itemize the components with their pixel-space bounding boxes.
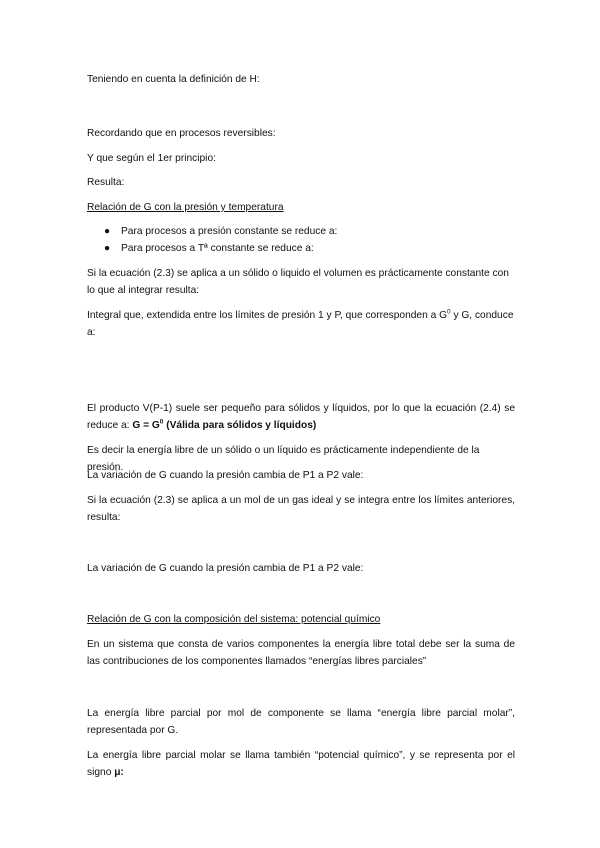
paragraph-independent: Es decir la energía libre de un sólido o un líquido es prácticamente independiente de la presión. [87,445,480,473]
paragraph-reversible: Recordando que en procesos reversibles: [87,128,276,139]
paragraph-partial-molar: La energía libre parcial por mol de componente se llama “energía libre parcial molar”, representada por G. [87,708,515,736]
bullet-icon: ● [104,226,111,237]
text-run: La energía libre parcial molar se llama también “potencial químico”, y se representa por el signo [87,750,515,778]
mu-symbol: μ: [114,767,124,778]
paragraph-product-vp [87,400,515,434]
paragraph-variation-1: La variación de G cuando la presión cambia de P1 a P2 vale: [87,470,364,481]
equation-text: G = G [132,420,160,431]
bullet-list [87,224,515,257]
paragraph-h-definition: Teniendo en cuenta la definición de H: [87,74,260,85]
text-run: y G, conduce a: [87,310,514,338]
paragraph-result: Resulta: [87,177,125,188]
equation-note: (Válida para sólidos y líquidos) [163,420,317,431]
paragraph-solid-liquid: Si la ecuación (2.3) se aplica a un sólido o liquido el volumen es prácticamente constante con lo que al integrar resulta: [87,268,509,296]
paragraph-chemical-potential [87,747,515,781]
text-run: El producto V(P-1) suele ser pequeño para sólidos y líquidos, por lo que la ecuación (2.4) se reduce a: [87,403,515,431]
bold-equation [132,420,316,431]
paragraph-components: En un sistema que consta de varios componentes la energía libre total debe ser la suma de las contribuciones de los componentes llamados “energías libres parciales” [87,639,515,667]
superscript: 0 [447,308,451,316]
paragraph-ideal-gas: Si la ecuación (2.3) se aplica a un mol de un gas ideal y se integra entre los límites anteriores, resulta: [87,495,515,523]
paragraph-first-principle: Y que según el 1er principio: [87,153,216,164]
list-item [87,224,515,241]
text-run: Integral que, extendida entre los límites de presión 1 y P, que corresponden a G [87,310,447,321]
heading-g-pressure-temperature: Relación de G con la presión y temperatura [87,202,284,213]
paragraph-integral [87,307,515,341]
bullet-icon: ● [104,242,111,254]
list-item-text: Para procesos a Tª constante se reduce a: [121,242,314,254]
heading-chemical-potential: Relación de G con la composición del sistema: potencial químico [87,614,381,625]
paragraph-variation-2: La variación de G cuando la presión cambia de P1 a P2 vale: [87,563,364,574]
list-item-text: Para procesos a presión constante se reduce a: [121,226,338,237]
list-item [87,241,515,258]
superscript: 0 [159,418,164,426]
